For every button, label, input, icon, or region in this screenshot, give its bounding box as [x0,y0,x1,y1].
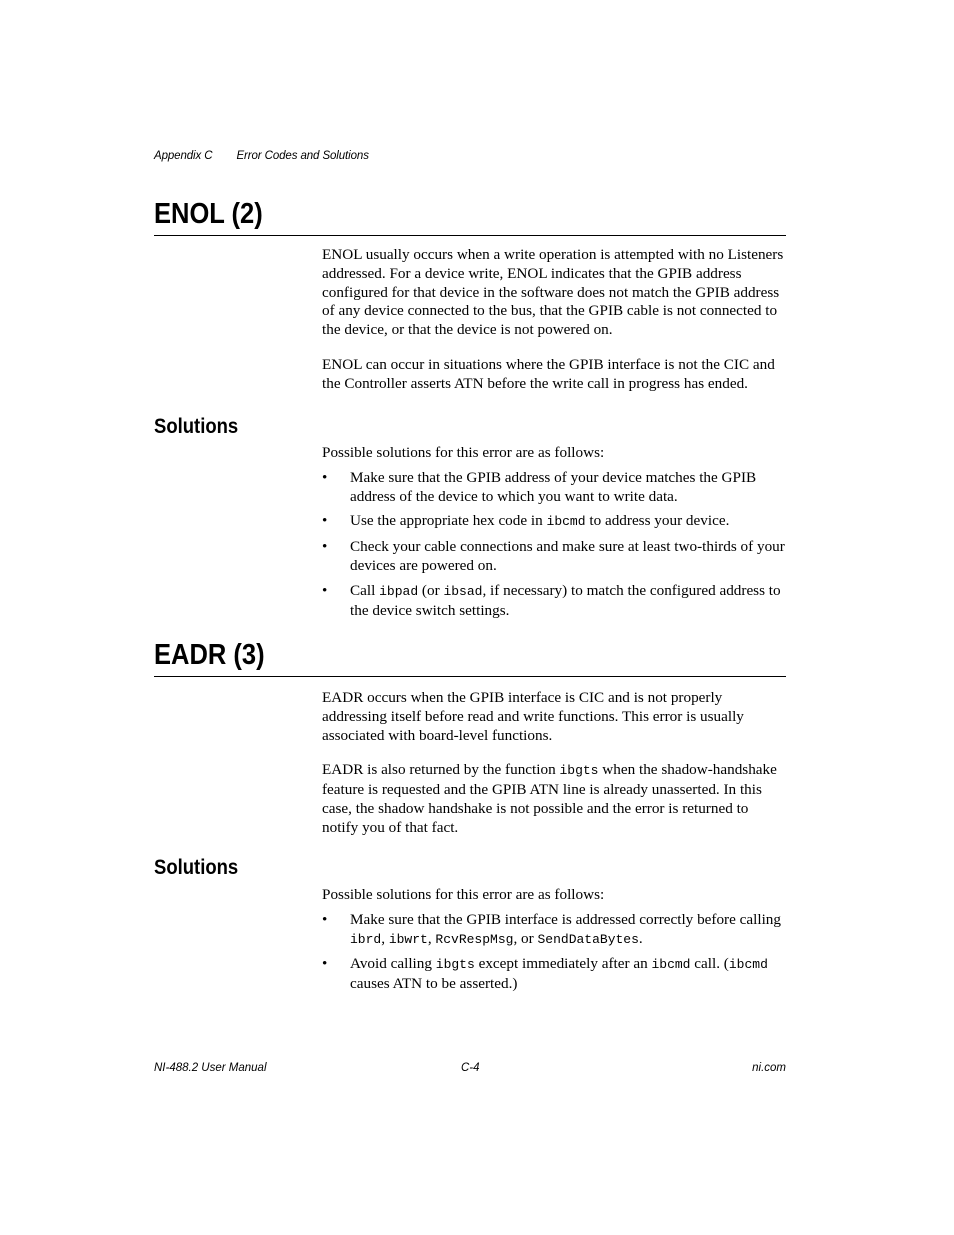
code-senddatabytes: SendDataBytes [537,931,639,947]
list-item: • Check your cable connections and make sure at least two-thirds of your devices are powered on. [322,538,785,574]
bullet-marker: • [322,468,328,486]
code-ibpad: ibpad [379,583,419,599]
enol-solutions [322,444,786,626]
footer-website: ni.com [752,1062,786,1074]
bullet-marker: • [322,538,328,556]
code-ibwrt: ibwrt [388,931,428,947]
running-header [154,150,369,162]
list-item: • Make sure that the GPIB interface is addressed correctly before calling ibrd, ibwrt, RcvRespMsg, or SendDataBytes. [322,910,781,947]
enol-solutions-heading: Solutions [154,415,239,438]
bullet-marker: • [322,955,328,973]
enol-solutions-list [322,469,786,621]
eadr-solutions-lead: Possible solutions for this error are as follows: [322,886,605,903]
header-appendix: Appendix C [154,150,213,162]
code-rcvrespmsg: RcvRespMsg [435,931,514,947]
code-ibgts: ibgts [435,957,475,973]
list-item: • Avoid calling ibgts except immediately after an ibcmd call. (ibcmd causes ATN to be asserted.) [322,955,768,993]
code-ibcmd: ibcmd [546,514,586,530]
bullet-marker: • [322,512,328,530]
eadr-title: EADR (3) [154,639,265,671]
code-ibrd: ibrd [350,931,382,947]
enol-solutions-lead: Possible solutions for this error are as follows: [322,444,605,461]
enol-paragraph-2: ENOL can occur in situations where the GPIB interface is not the CIC and the Controller asserts ATN before the write call in progress has ended. [322,355,775,392]
list-item: • Make sure that the GPIB address of your device matches the GPIB address of the device to which you want to write data. [322,468,757,505]
list-item: • Use the appropriate hex code in ibcmd to address your device. [322,512,730,530]
eadr-solutions [322,886,786,1000]
eadr-solutions-list [322,911,786,994]
footer-page-number: C-4 [461,1062,480,1074]
enol-description [322,246,786,410]
code-ibsad: ibsad [443,583,483,599]
code-ibcmd: ibcmd [728,957,768,973]
header-section: Error Codes and Solutions [236,150,369,162]
list-item: • Call ibpad (or ibsad, if necessary) to match the configured address to the device switch settings. [322,581,781,619]
eadr-description [322,689,786,854]
footer-manual-title: NI-488.2 User Manual [154,1062,267,1074]
bullet-marker: • [322,910,328,928]
enol-heading [154,200,786,236]
eadr-heading [154,641,786,677]
enol-title: ENOL (2) [154,198,263,230]
eadr-paragraph-2: EADR is also returned by the function ibgts when the shadow-handshake feature is requested and the GPIB ATN line is already unasserted. In this case, the shadow handshake is not possible and the error is returned to notify you of that fact. [322,761,777,836]
eadr-solutions-heading: Solutions [154,856,239,879]
bullet-marker: • [322,581,328,599]
enol-paragraph-1: ENOL usually occurs when a write operation is attempted with no Listeners addressed. For a device write, ENOL indicates that the GPIB address configured for that device in the software does not match the GPIB address of any device connected to the bus, that the GPIB cable is not connected to the device, or that the device is not powered on. [322,246,784,339]
code-ibcmd: ibcmd [651,957,691,973]
eadr-paragraph-1: EADR occurs when the GPIB interface is CIC and is not properly addressing itself before read and write functions. This error is usually associated with board-level functions. [322,689,744,744]
code-ibgts: ibgts [559,763,599,779]
